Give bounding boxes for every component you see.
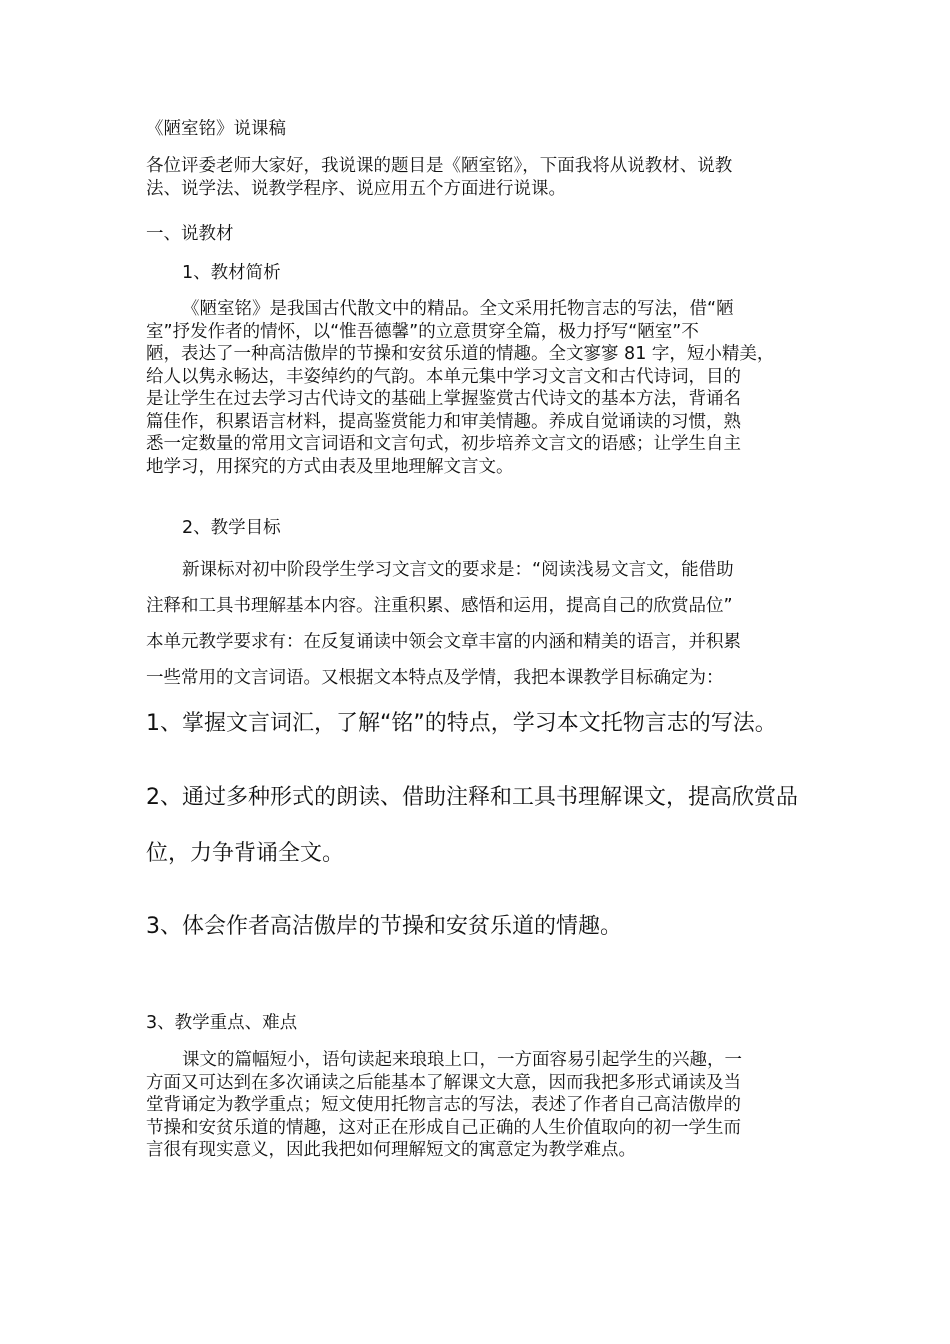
paragraph-line: 《陋室铭》是我国古代散文中的精品。全文采用托物言志的写法，借“陋 bbox=[182, 299, 734, 319]
intro-line: 各位评委老师大家好，我说课的题目是《陋室铭》，下面我将从说教材、说教 bbox=[146, 156, 733, 176]
subsection-heading: 2、教学目标 bbox=[182, 518, 281, 538]
intro-line: 法、说学法、说教学程序、说应用五个方面进行说课。 bbox=[146, 178, 566, 199]
subsection-heading: 3、教学重点、难点 bbox=[146, 1013, 298, 1033]
paragraph-line: 本单元教学要求有：在反复诵读中领会文章丰富的内涵和精美的语言，并积累 bbox=[146, 632, 741, 652]
intro-paragraph bbox=[146, 155, 816, 200]
subsection-heading: 1、教材简析 bbox=[182, 263, 281, 283]
paragraph-line: 方面又可达到在多次诵读之后能基本了解课文大意，因而我把多形式诵读及当 bbox=[146, 1072, 741, 1093]
paragraph-line: 节操和安贫乐道的情趣，这对正在形成自己正确的人生价值取向的初一学生而 bbox=[146, 1117, 741, 1138]
goal-item: 1、掌握文言词汇，了解“铭”的特点，学习本文托物言志的写法。 bbox=[146, 711, 777, 736]
goal-item: 3、体会作者高洁傲岸的节操和安贫乐道的情趣。 bbox=[146, 914, 622, 939]
paragraph-line: 室”抒发作者的情怀，以“惟吾德馨”的立意贯穿全篇，极力抒写“陋室”不 bbox=[146, 321, 699, 342]
goal-line: 2、通过多种形式的朗读、借助注释和工具书理解课文，提高欣赏品 bbox=[146, 785, 798, 810]
paragraph-line: 悉一定数量的常用文言词语和文言句式，初步培养文言文的语感；让学生自主 bbox=[146, 434, 741, 454]
goal-line: 位，力争背诵全文。 bbox=[146, 841, 345, 866]
paragraph-line: 堂背诵定为教学重点；短文使用托物言志的写法，表述了作者自己高洁傲岸的 bbox=[146, 1095, 741, 1115]
goal-item bbox=[146, 770, 816, 882]
paragraph-line: 篇佳作，积累语言材料，提高鉴赏能力和审美情趣。养成自觉诵读的习惯，熟 bbox=[146, 411, 741, 432]
teaching-goals-paragraph bbox=[146, 552, 816, 696]
paragraph-line: 一些常用的文言词语。又根据文本特点及学情，我把本课教学目标确定为： bbox=[146, 668, 724, 688]
paragraph-line: 给人以隽永畅达，丰姿绰约的气韵。本单元集中学习文言文和古代诗词，目的 bbox=[146, 366, 741, 387]
document-title: 《陋室铭》说课稿 bbox=[146, 119, 286, 139]
paragraph-line: 新课标对初中阶段学生学习文言文的要求是：“阅读浅易文言文，能借助 bbox=[182, 560, 734, 580]
paragraph-line: 地学习，用探究的方式由表及里地理解文言文。 bbox=[146, 456, 514, 477]
paragraph-line: 课文的篇幅短小，语句读起来琅琅上口，一方面容易引起学生的兴趣，一 bbox=[182, 1050, 742, 1070]
paragraph-line: 陋，表达了一种高洁傲岸的节操和安贫乐道的情趣。全文寥寥 81 字，短小精美， bbox=[146, 344, 775, 364]
section-heading: 一、说教材 bbox=[146, 224, 234, 244]
textbook-analysis-paragraph bbox=[146, 298, 816, 478]
paragraph-line: 言很有现实意义，因此我把如何理解短文的寓意定为教学难点。 bbox=[146, 1140, 636, 1160]
key-difficult-points-paragraph bbox=[146, 1049, 816, 1162]
paragraph-line: 是让学生在过去学习古代诗文的基础上掌握鉴赏古代诗文的基本方法，背诵名 bbox=[146, 389, 741, 409]
paragraph-line: 注释和工具书理解基本内容。注重积累、感悟和运用，提高自己的欣赏品位” bbox=[146, 596, 733, 616]
